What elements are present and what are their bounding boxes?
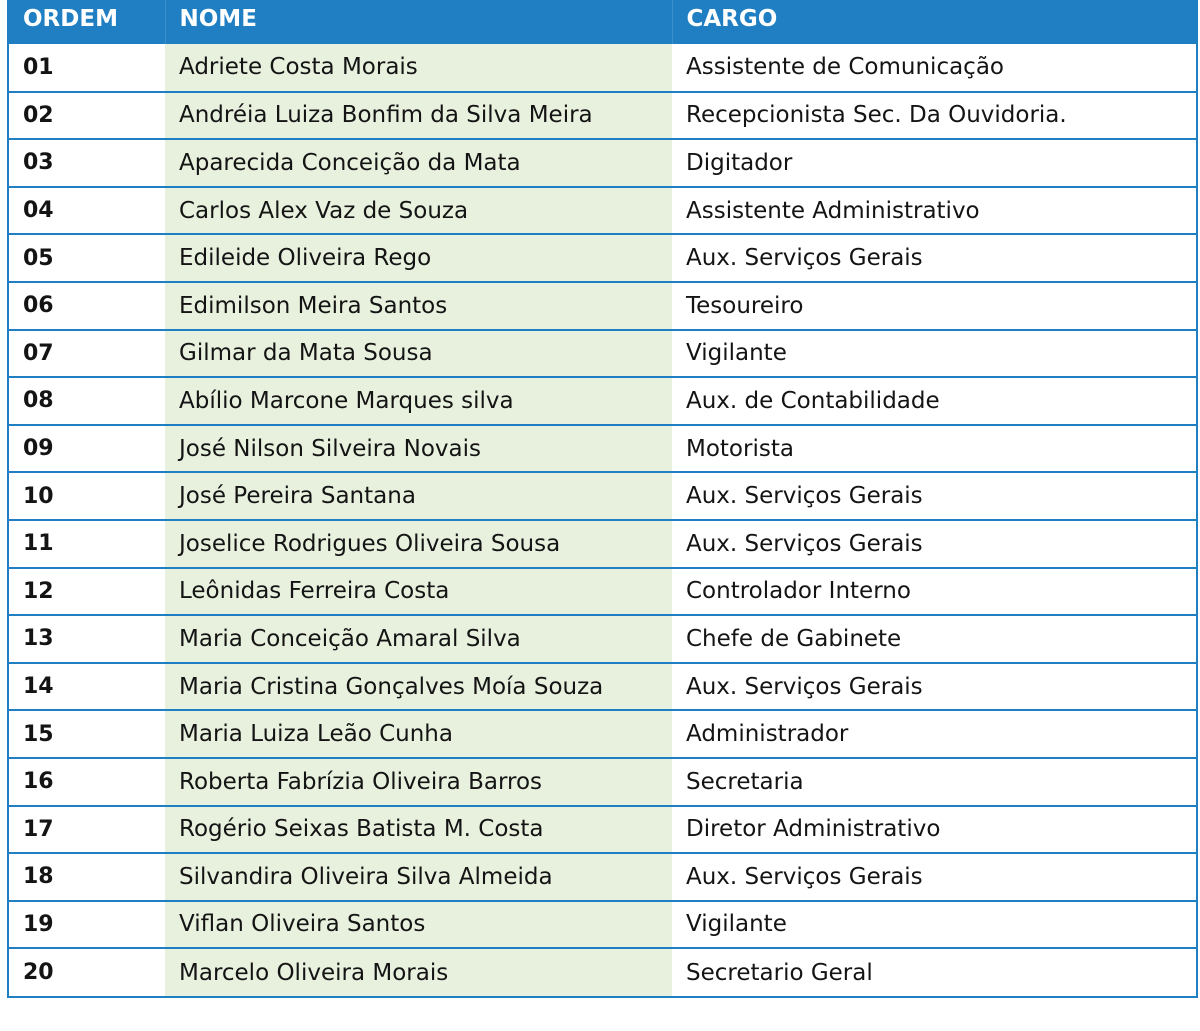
- cargo-cell: Motorista: [686, 435, 794, 462]
- cargo-cell: Digitador: [686, 149, 793, 176]
- ordem-cell: 17: [23, 816, 54, 842]
- nome-cell: Edimilson Meira Santos: [165, 282, 672, 330]
- ordem-cell: 20: [23, 960, 54, 986]
- ordem-cell: 11: [23, 531, 54, 557]
- table-row: [9, 282, 1196, 330]
- nome-cell: Leônidas Ferreira Costa: [165, 568, 672, 616]
- table-row: [9, 187, 1196, 235]
- table-row: [9, 901, 1196, 949]
- nome-cell: Maria Luiza Leão Cunha: [165, 710, 672, 758]
- table-row: [9, 92, 1196, 140]
- table-row: [9, 330, 1196, 378]
- header-cargo: CARGO: [686, 6, 778, 32]
- table-row: [9, 377, 1196, 425]
- cargo-cell: Secretario Geral: [686, 959, 873, 986]
- ordem-cell: 19: [23, 911, 54, 937]
- cargo-cell: Assistente de Comunicação: [686, 54, 1004, 81]
- cargo-cell: Assistente Administrativo: [686, 197, 980, 224]
- table-row: [9, 853, 1196, 901]
- table-row: [9, 568, 1196, 616]
- cargo-cell: Aux. Serviços Gerais: [686, 245, 923, 272]
- cargo-cell: Administrador: [686, 721, 849, 748]
- ordem-cell: 15: [23, 721, 54, 747]
- ordem-cell: 13: [23, 626, 54, 652]
- cargo-cell: Aux. Serviços Gerais: [686, 483, 923, 510]
- table-row: [9, 948, 1196, 996]
- nome-cell: Gilmar da Mata Sousa: [165, 330, 672, 378]
- nome-cell: Aparecida Conceição da Mata: [165, 139, 672, 187]
- nome-cell: Carlos Alex Vaz de Souza: [165, 187, 672, 235]
- nome-cell: Viflan Oliveira Santos: [165, 901, 672, 949]
- header-ordem: ORDEM: [9, 0, 165, 44]
- cargo-cell: Aux. Serviços Gerais: [686, 673, 923, 700]
- nome-cell: Silvandira Oliveira Silva Almeida: [165, 853, 672, 901]
- ordem-cell: 18: [23, 864, 54, 890]
- ordem-cell: 09: [23, 436, 54, 462]
- cargo-cell: Secretaria: [686, 768, 804, 795]
- table-row: [9, 520, 1196, 568]
- table-row: [9, 663, 1196, 711]
- table-row: [9, 44, 1196, 92]
- table-row: [9, 139, 1196, 187]
- ordem-cell: 04: [23, 198, 54, 224]
- cargo-cell: Recepcionista Sec. Da Ouvidoria.: [686, 102, 1067, 129]
- table-row: [9, 234, 1196, 282]
- cargo-cell: Chefe de Gabinete: [686, 625, 902, 652]
- ordem-cell: 03: [23, 150, 54, 176]
- cargo-cell: Diretor Administrativo: [686, 816, 941, 843]
- nome-cell: Adriete Costa Morais: [165, 44, 672, 92]
- ordem-cell: 07: [23, 340, 54, 366]
- cargo-cell: Vigilante: [686, 911, 787, 938]
- nome-cell: Roberta Fabrízia Oliveira Barros: [165, 758, 672, 806]
- ordem-cell: 12: [23, 578, 54, 604]
- nome-cell: Marcelo Oliveira Morais: [165, 948, 672, 996]
- ordem-cell: 14: [23, 674, 54, 700]
- nome-cell: Joselice Rodrigues Oliveira Sousa: [165, 520, 672, 568]
- table-row: [9, 615, 1196, 663]
- table-row: [9, 472, 1196, 520]
- nome-cell: Maria Cristina Gonçalves Moía Souza: [165, 663, 672, 711]
- table-row: [9, 425, 1196, 473]
- nome-cell: Maria Conceição Amaral Silva: [165, 615, 672, 663]
- table-row: [9, 710, 1196, 758]
- ordem-cell: 05: [23, 245, 54, 271]
- ordem-cell: 06: [23, 293, 54, 319]
- cargo-cell: Vigilante: [686, 340, 787, 367]
- ordem-cell: 10: [23, 483, 54, 509]
- nome-cell: Rogério Seixas Batista M. Costa: [165, 806, 672, 854]
- nome-cell: Abílio Marcone Marques silva: [165, 377, 672, 425]
- nome-cell: José Nilson Silveira Novais: [165, 425, 672, 473]
- header-row: [9, 0, 1196, 44]
- cargo-cell: Aux. Serviços Gerais: [686, 863, 923, 890]
- header-nome: NOME: [165, 0, 672, 44]
- nome-cell: Andréia Luiza Bonfim da Silva Meira: [165, 92, 672, 140]
- staff-table: [9, 0, 1196, 996]
- ordem-cell: 02: [23, 102, 54, 128]
- cargo-cell: Controlador Interno: [686, 578, 911, 605]
- table-row: [9, 758, 1196, 806]
- cargo-cell: Aux. de Contabilidade: [686, 387, 940, 414]
- staff-table-container: [7, 0, 1198, 998]
- nome-cell: Edileide Oliveira Rego: [165, 234, 672, 282]
- cargo-cell: Aux. Serviços Gerais: [686, 530, 923, 557]
- table-body: [9, 44, 1196, 996]
- table-row: [9, 806, 1196, 854]
- cargo-cell: Tesoureiro: [686, 292, 804, 319]
- ordem-cell: 01: [23, 54, 54, 80]
- ordem-cell: 16: [23, 769, 54, 795]
- nome-cell: José Pereira Santana: [165, 472, 672, 520]
- table-header: [9, 0, 1196, 44]
- ordem-cell: 08: [23, 388, 54, 414]
